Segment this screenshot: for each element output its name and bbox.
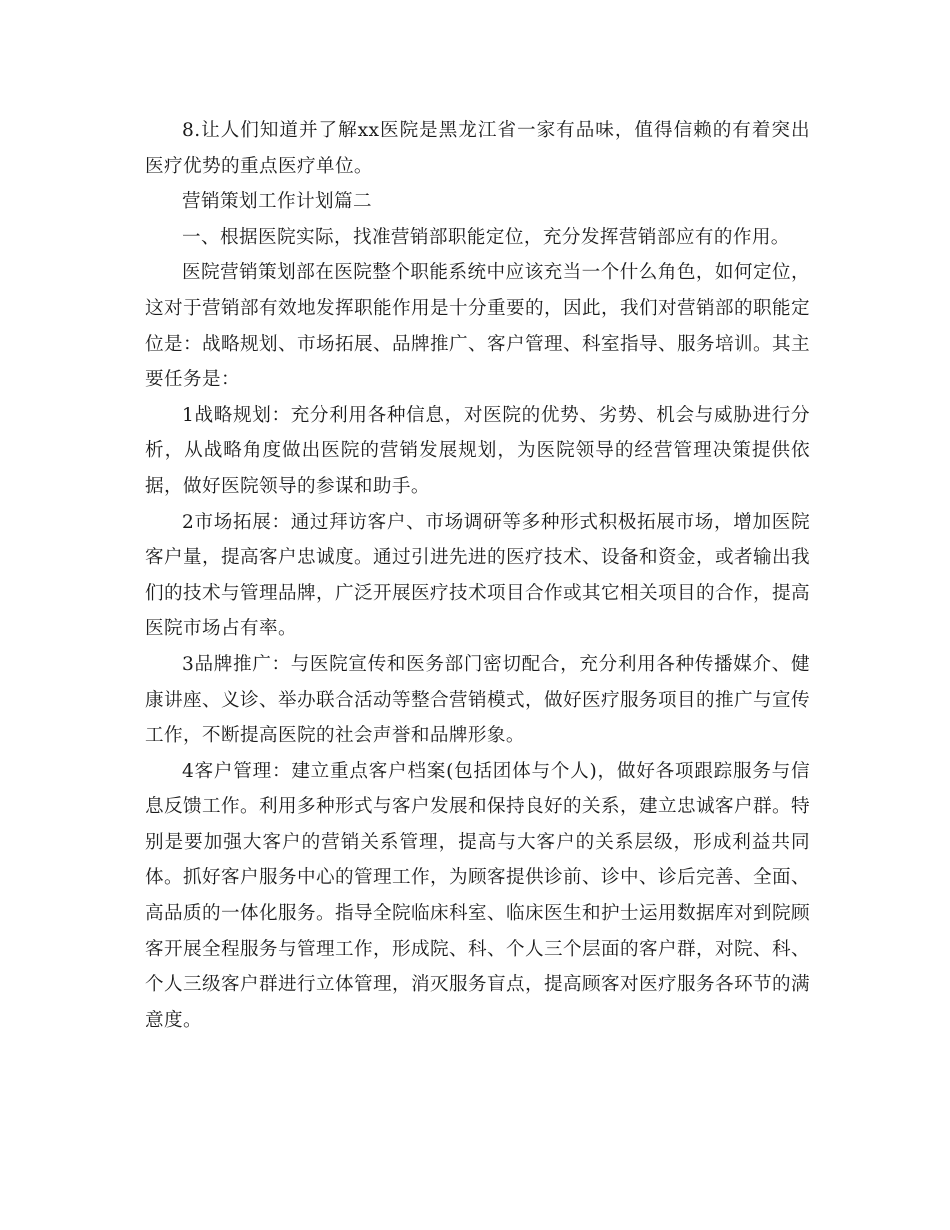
paragraph-customer-management: 4客户管理：建立重点客户档案(包括团体与个人)，做好各项跟踪服务与信息反馈工作。利用多种形式与客户发展和保持良好的关系，建立忠诚客户群。特别是要加强大客户的营销关系管理，提高与大客户的关系层级，形成利益共同体。抓好客户服务中心的管理工作，为顾客提供诊前、诊中、诊后完善、全面、高品质的一体化服务。指导全院临床科室、临床医生和护士运用数据库对到院顾客开展全程服务与管理工作，形成院、科、个人三个层面的客户群，对院、科、个人三级客户群进行立体管理，消灭服务盲点，提高顾客对医疗服务各环节的满意度。 <box>145 760 810 1031</box>
section-heading: 营销策划工作计划篇二 <box>182 191 372 213</box>
paragraph-market-expansion: 2市场拓展：通过拜访客户、市场调研等多种形式积极拓展市场，增加医院客户量，提高客户忠诚度。通过引进先进的医疗技术、设备和资金，或者输出我们的技术与管理品牌，广泛开展医疗技术项目合作或其它相关项目的合作，提高医院市场占有率。 <box>145 511 810 640</box>
paragraph-item-8: 8.让人们知道并了解xx医院是黑龙江省一家有品味，值得信赖的有着突出医疗优势的重点医疗单位。 <box>145 120 810 177</box>
subsection-heading: 一、根据医院实际，找准营销部职能定位，充分发挥营销部应有的作用。 <box>182 226 790 248</box>
document-body <box>145 113 810 1038</box>
paragraph-brand-promotion: 3品牌推广：与医院宣传和医务部门密切配合，充分利用各种传播媒介、健康讲座、义诊、举办联合活动等整合营销模式，做好医疗服务项目的推广与宣传工作，不断提高医院的社会声誉和品牌形象。 <box>145 653 810 747</box>
paragraph-role-definition: 医院营销策划部在医院整个职能系统中应该充当一个什么角色，如何定位，这对于营销部有效地发挥职能作用是十分重要的，因此，我们对营销部的职能定位是：战略规划、市场拓展、品牌推广、客户管理、科室指导、服务培训。其主要任务是： <box>145 262 810 391</box>
paragraph-strategy-planning: 1战略规划：充分利用各种信息，对医院的优势、劣势、机会与威胁进行分析，从战略角度做出医院的营销发展规划，为医院领导的经营管理决策提供依据，做好医院领导的参谋和助手。 <box>145 404 810 497</box>
